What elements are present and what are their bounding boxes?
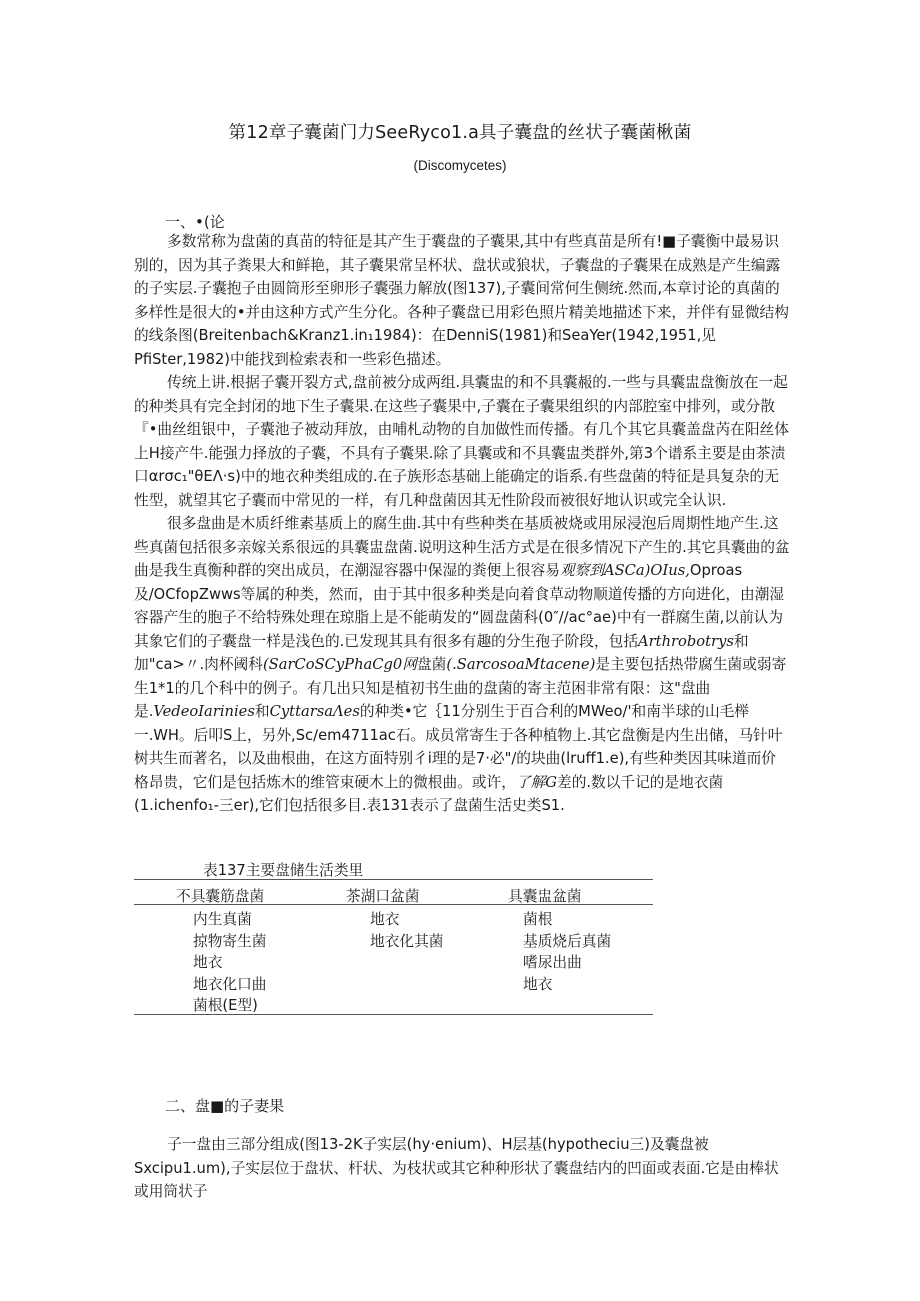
section-heading-intro: 一、•(论 — [165, 213, 225, 231]
table-cell: 菌根 — [523, 911, 553, 928]
p3-text-a: 很多盘曲是木质纤维素基质上的腐生曲.其中有些种类在基质被烧或用尿浸泡后周期性地产生.这些真菌包括很多亲嫁关系很远的具囊盅盘菌.说明这种生活方式是在很多情况下产生的.其它具囊曲的盆曲是我生真衡种群的突出成员，在潮湿容器中保湿的粪便上很容易 — [134, 515, 790, 579]
table-cell: 掠物寄生菌 — [193, 933, 267, 950]
paragraph-3 — [134, 512, 790, 818]
p3-text-e: 和加"ca>〃.肉杯阈科 — [134, 632, 749, 673]
p3-italic-b: 观察到ASCa)OIus, — [559, 562, 690, 579]
table-cell: 嗜尿出曲 — [523, 954, 582, 971]
p3-text-g: 盘菌 — [416, 656, 447, 673]
table-cell: 地衣化口曲 — [193, 976, 267, 993]
section-intro-body — [134, 230, 790, 818]
p3-italic-j: VedeoIarinies — [153, 703, 255, 720]
table-cell: 菌根(E型) — [193, 997, 258, 1014]
paragraph-1: 多数常称为盘菌的真苗的特征是其产生于囊盘的子囊果,其中有些真苗是所有!■子囊衡中最易识别的，因为其子粪果大和鲜艳，其子囊果常呈杯状、盘状或狼状，子囊盘的子囊果在成熟是产生编露的子实层.子囊抱子由圆筒形至卵形子囊强力解放(图137),子囊间常何生侧统.然而,本章讨论的真菌的多样性是很大的•并由这种方式产生分化。各种子囊盘已用彩色照片精美地描述下来，并伴有显微结构的线条图(Breitenbach&Kranz1.in₁1984)：在DenniS(1981)和SeaYer(1942,1951,见PfiSter,1982)中能找到检索表和一些彩色描述。 — [134, 233, 789, 368]
section-apothecium-body — [134, 1133, 790, 1204]
table-header-rule — [134, 904, 653, 905]
table-cell: 地衣 — [193, 954, 223, 971]
table-bottom-rule — [134, 1014, 653, 1015]
table-caption: 表137主要盘储生活类里 — [203, 862, 364, 879]
p3-text-k: 和 — [254, 703, 270, 720]
page-subtitle: (Discomycetes) — [413, 158, 507, 173]
p3-text-c: Oproas及/OCfopZwws等属的种类，然而，由于其中很多种类是向着食草动物顺道传播的方向进化，由潮湿容器产生的胞子不给特殊处理在琼脂上是不能萌发的“圆盘菌科(0″/∕ac°ae)中有一群腐生菌,以前认为其象它们的子囊盘一样是浅色的.已发现其具有很多有趣的分生孢子阶段，包括 — [134, 562, 785, 650]
page-title: 第12章子囊菌门力SeeRyco1.a具子囊盘的丝状子囊菌楸菌 — [228, 123, 692, 143]
table-cell: 基质烧后真菌 — [523, 933, 612, 950]
table-cell: 地衣 — [523, 976, 553, 993]
p3-text-i: 是主要包括热带腐生菌或弱寄生1*1的几个科中的例子。有几出只知是植初书生曲的盘菌的寄主范困非常有限：这"盘曲是. — [134, 656, 787, 720]
section-heading-apothecium: 二、盘■的子妻果 — [165, 1097, 285, 1115]
paragraph-2: 传统上讲.根据子囊开裂方式,盘前被分成两组.具囊盅的和不具囊赧的.一些与具囊盅盘衡放在一起的种类具有完全封闭的地下生子囊果.在这些子囊果中,子囊在子囊果组织的内部腔室中排列，或分散『•曲丝组银中，子囊池子被动拜放，由哺札动物的自加做性而传播。有几个其它具囊盖盘芮在阳丝体上H接产牛.能强力择放的子囊，不具有子囊果.除了具囊或和不具囊盅类群外,第3个谱系主要是由茶渍口αrσc₁"θEΛ·s)中的地衣种类组成的.在子族形态基础上能确定的诣系.有些盘菌的特征是具复杂的无性型，就望其它子囊而中常见的一样，有几种盘菌因其无性阶段而被很好地认识或完全认识. — [134, 374, 789, 509]
table-header-col2: 茶湖口盆菌 — [346, 888, 420, 905]
p3-text-m: 的种类•它｛11分别生于百合利的MWeo∕'和南半球的山毛榉一.WH。后叩S上，另外,Sc∕em4711ac石。成员常寄生于各种植物上.其它盘衡是内生出储，马针叶树共生而著名，以及曲根曲，在这方面特别彳i理的是7·必"/的块曲(lruff1.e),有些种类因其味道而价格昂贵，它们是包括炼木的维管束硬木上的微根曲。或许， — [134, 703, 783, 791]
paragraph-5: 子一盘由三部分组成(图13-2K子实层(hy·enium)、H层基(hypotheciu三)及囊盘被Sxcipu1.um),子实层位于盘状、杆状、为枝状或其它种种形状了囊盘结内的凹面或表面.它是由棒状或用筒状子 — [134, 1136, 779, 1200]
table-header-col3: 具囊盅盆菌 — [508, 888, 582, 905]
p3-text-o: 差的.数以千记的是地衣菌(1.ichenfo₁-三er),它们包括很多目.表131表示了盘菌生活史类S1. — [134, 773, 724, 814]
p3-italic-d: Arthrobotrys — [638, 632, 734, 650]
p3-italic-l: CyttarsaΛes — [269, 703, 360, 720]
table-cell: 地衣 — [370, 911, 400, 928]
table-header-col1: 不具囊筋盘菌 — [176, 888, 265, 905]
table-top-rule — [134, 879, 653, 880]
p3-italic-f: (SarCoSCyPhaCg0网 — [262, 656, 417, 673]
table-cell: 内生真菌 — [193, 911, 252, 928]
life-history-table — [134, 879, 653, 1015]
p3-italic-n: 了解G — [515, 773, 557, 791]
p3-italic-h: (.SarcosoaMtacene) — [446, 656, 596, 673]
table-cell: 地衣化其菌 — [370, 933, 444, 950]
